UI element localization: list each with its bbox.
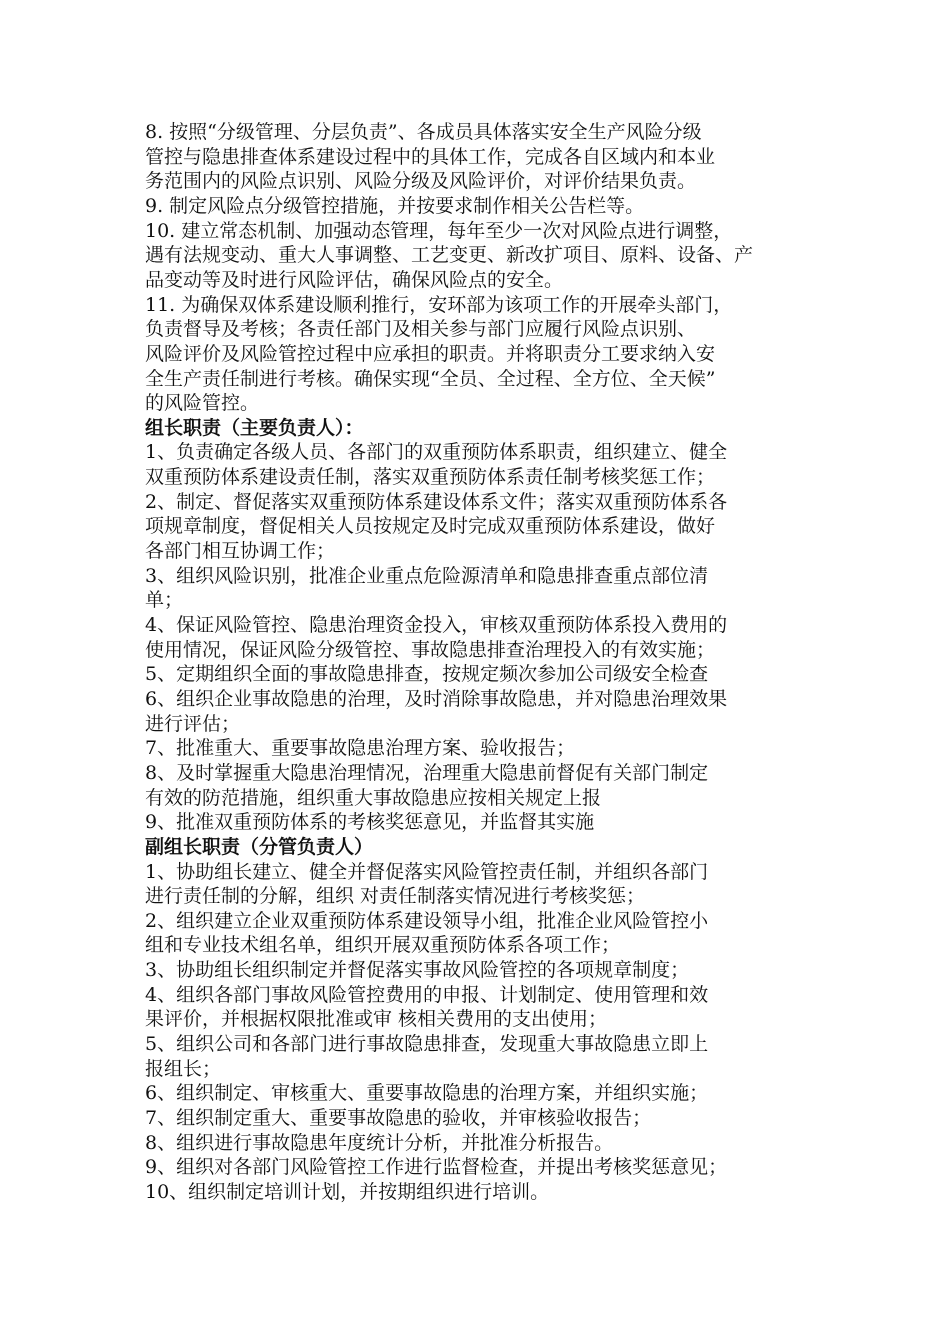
text-line: 4、组织各部门事故风险管控费用的申报、计划制定、使用管理和效 [145, 983, 709, 1006]
text-line: 9. 制定风险点分级管控措施，并按要求制作相关公告栏等。 [145, 194, 645, 217]
text-line: 单； [145, 589, 184, 612]
text-line: 报组长； [145, 1057, 222, 1080]
section-heading: 组长职责（主要负责人）： [145, 416, 364, 439]
text-line: 11. 为确保双体系建设顺利推行，安环部为该项工作的开展牵头部门， [145, 293, 733, 316]
text-line: 有效的防范措施，组织重大事故隐患应按相关规定上报 [145, 786, 602, 809]
text-line: 管控与隐患排查体系建设过程中的具体工作，完成各自区域内和本业 [145, 145, 716, 168]
text-line: 各部门相互协调工作； [145, 540, 336, 562]
text-line: 2、制定、督促落实双重预防体系建设体系文件；落实双重预防体系各 [145, 490, 728, 513]
text-line: 7、批准重大、重要事故隐患治理方案、验收报告； [145, 737, 576, 760]
text-line: 3、组织风险识别，批准企业重点危险源清单和隐患排查重点部位清 [145, 564, 709, 587]
text-line: 10. 建立常态机制、加强动态管理，每年至少一次对风险点进行调整， [145, 219, 733, 242]
text-line: 遇有法规变动、重大人事调整、工艺变更、新改扩项目、原料、设备、产 [145, 244, 754, 267]
text-line: 品变动等及时进行风险评估，确保风险点的安全。 [145, 268, 564, 291]
text-line: 项规章制度，督促相关人员按规定及时完成双重预防体系建设，做好 [145, 515, 716, 538]
text-line: 1、负责确定各级人员、各部门的双重预防体系职责，组织建立、健全 [145, 441, 728, 464]
text-line: 进行责任制的分解，组织 对责任制落实情况进行考核奖惩； [145, 885, 646, 908]
text-line: 7、组织制定重大、重要事故隐患的验收，并审核验收报告； [145, 1107, 652, 1129]
text-line: 组和专业技术组名单，组织开展双重预防体系各项工作； [145, 934, 621, 957]
text-line: 进行评估； [145, 712, 241, 735]
text-line: 风险评价及风险管控过程中应承担的职责。并将职责分工要求纳入安 [145, 342, 716, 365]
text-line: 8. 按照“分级管理、分层负责”、各成员具体落实安全生产风险分级 [145, 121, 702, 143]
text-line: 9、组织对各部门风险管控工作进行监督检查，并提出考核奖惩意见； [145, 1156, 728, 1179]
text-line: 双重预防体系建设责任制，落实双重预防体系责任制考核奖惩工作； [145, 466, 716, 489]
text-line: 5、定期组织全面的事故隐患排查，按规定频次参加公司级安全检查 [145, 663, 709, 686]
text-line: 的风险管控。 [145, 392, 260, 415]
text-line: 4、保证风险管控、隐患治理资金投入，审核双重预防体系投入费用的 [145, 614, 728, 636]
section-heading: 副组长职责（分管负责人） [145, 835, 374, 858]
text-line: 8、组织进行事故隐患年度统计分析，并批准分析报告。 [145, 1131, 614, 1154]
text-line: 8、及时掌握重大隐患治理情况，治理重大隐患前督促有关部门制定 [145, 761, 709, 784]
text-line: 3、协助组长组织制定并督促落实事故风险管控的各项规章制度； [145, 959, 690, 982]
text-line: 9、批准双重预防体系的考核奖惩意见，并监督其实施 [145, 811, 595, 834]
text-line: 务范围内的风险点识别、风险分级及风险评价，对评价结果负责。 [145, 170, 697, 193]
text-line: 使用情况，保证风险分级管控、事故隐患排查治理投入的有效实施； [145, 638, 716, 661]
text-line: 全生产责任制进行考核。确保实现“全员、全过程、全方位、全天候” [145, 367, 716, 390]
text-line: 2、组织建立企业双重预防体系建设领导小组，批准企业风险管控小 [145, 909, 709, 932]
text-line: 10、组织制定培训计划，并按期组织进行培训。 [145, 1181, 550, 1203]
text-line: 6、组织企业事故隐患的治理，及时消除事故隐患，并对隐患治理效果 [145, 687, 728, 710]
text-line: 5、组织公司和各部门进行事故隐患排查，发现重大事故隐患立即上 [145, 1033, 709, 1055]
text-line: 6、组织制定、审核重大、重要事故隐患的治理方案，并组织实施； [145, 1082, 709, 1105]
text-line: 负责督导及考核；各责任部门及相关参与部门应履行风险点识别、 [145, 318, 697, 341]
text-line: 果评价，并根据权限批准或审 核相关费用的支出使用； [145, 1008, 608, 1031]
text-line: 1、协助组长建立、健全并督促落实风险管控责任制，并组织各部门 [145, 860, 709, 883]
